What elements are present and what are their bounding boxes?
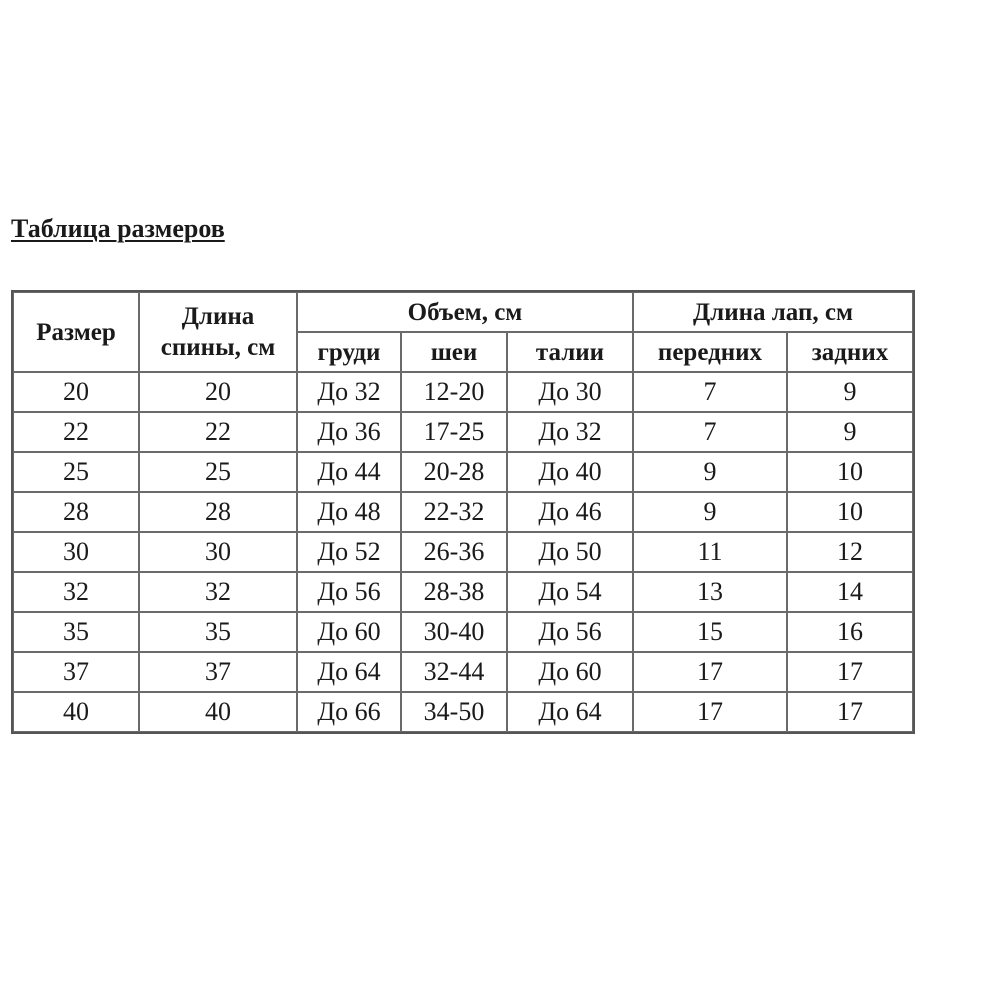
- table-row: [13, 692, 913, 732]
- cell-neck: 22-32: [401, 492, 507, 532]
- cell-waist: До 50: [507, 532, 633, 572]
- cell-waist: До 64: [507, 692, 633, 732]
- table-row: [13, 652, 913, 692]
- cell-front-paws: 7: [633, 412, 787, 452]
- cell-back-length: 25: [139, 452, 297, 492]
- cell-hind-paws: 12: [787, 532, 913, 572]
- cell-waist: До 46: [507, 492, 633, 532]
- cell-hind-paws: 10: [787, 452, 913, 492]
- header-back-length: [139, 292, 297, 372]
- cell-size: 22: [13, 412, 139, 452]
- cell-neck: 32-44: [401, 652, 507, 692]
- cell-hind-paws: 10: [787, 492, 913, 532]
- cell-front-paws: 7: [633, 372, 787, 412]
- header-neck: шеи: [401, 332, 507, 372]
- cell-neck: 34-50: [401, 692, 507, 732]
- cell-waist: До 56: [507, 612, 633, 652]
- cell-size: 20: [13, 372, 139, 412]
- cell-hind-paws: 14: [787, 572, 913, 612]
- table-row: [13, 492, 913, 532]
- cell-hind-paws: 17: [787, 652, 913, 692]
- cell-chest: До 64: [297, 652, 401, 692]
- cell-front-paws: 15: [633, 612, 787, 652]
- cell-chest: До 36: [297, 412, 401, 452]
- cell-neck: 26-36: [401, 532, 507, 572]
- cell-size: 32: [13, 572, 139, 612]
- cell-size: 37: [13, 652, 139, 692]
- cell-size: 28: [13, 492, 139, 532]
- cell-neck: 20-28: [401, 452, 507, 492]
- cell-neck: 12-20: [401, 372, 507, 412]
- cell-neck: 30-40: [401, 612, 507, 652]
- cell-chest: До 52: [297, 532, 401, 572]
- cell-front-paws: 17: [633, 692, 787, 732]
- cell-chest: До 48: [297, 492, 401, 532]
- cell-hind-paws: 9: [787, 372, 913, 412]
- cell-hind-paws: 16: [787, 612, 913, 652]
- page-title: Таблица размеров: [11, 214, 225, 243]
- cell-waist: До 32: [507, 412, 633, 452]
- cell-waist: До 60: [507, 652, 633, 692]
- cell-waist: До 54: [507, 572, 633, 612]
- cell-hind-paws: 17: [787, 692, 913, 732]
- cell-chest: До 44: [297, 452, 401, 492]
- cell-front-paws: 13: [633, 572, 787, 612]
- cell-back-length: 22: [139, 412, 297, 452]
- cell-back-length: 30: [139, 532, 297, 572]
- cell-chest: До 32: [297, 372, 401, 412]
- cell-front-paws: 11: [633, 532, 787, 572]
- cell-waist: До 40: [507, 452, 633, 492]
- table-row: [13, 372, 913, 412]
- header-volume-group: Объем, см: [297, 292, 633, 332]
- cell-neck: 28-38: [401, 572, 507, 612]
- cell-back-length: 28: [139, 492, 297, 532]
- header-back-length-label: Длина спины, см: [160, 302, 276, 361]
- cell-back-length: 40: [139, 692, 297, 732]
- table-row: [13, 412, 913, 452]
- cell-neck: 17-25: [401, 412, 507, 452]
- cell-hind-paws: 9: [787, 412, 913, 452]
- cell-size: 40: [13, 692, 139, 732]
- cell-chest: До 60: [297, 612, 401, 652]
- table-row: [13, 572, 913, 612]
- header-size: Размер: [13, 292, 139, 372]
- cell-size: 25: [13, 452, 139, 492]
- cell-size: 35: [13, 612, 139, 652]
- cell-chest: До 56: [297, 572, 401, 612]
- table-row: [13, 532, 913, 572]
- size-table: [11, 290, 915, 734]
- table-body: [13, 372, 913, 732]
- cell-front-paws: 17: [633, 652, 787, 692]
- header-paws-group: Длина лап, см: [633, 292, 913, 332]
- cell-chest: До 66: [297, 692, 401, 732]
- table-row: [13, 612, 913, 652]
- header-chest: груди: [297, 332, 401, 372]
- cell-back-length: 32: [139, 572, 297, 612]
- header-hind-paws: задних: [787, 332, 913, 372]
- cell-front-paws: 9: [633, 492, 787, 532]
- cell-front-paws: 9: [633, 452, 787, 492]
- header-waist: талии: [507, 332, 633, 372]
- cell-size: 30: [13, 532, 139, 572]
- table-row: [13, 452, 913, 492]
- header-front-paws: передних: [633, 332, 787, 372]
- cell-back-length: 20: [139, 372, 297, 412]
- cell-back-length: 35: [139, 612, 297, 652]
- cell-back-length: 37: [139, 652, 297, 692]
- cell-waist: До 30: [507, 372, 633, 412]
